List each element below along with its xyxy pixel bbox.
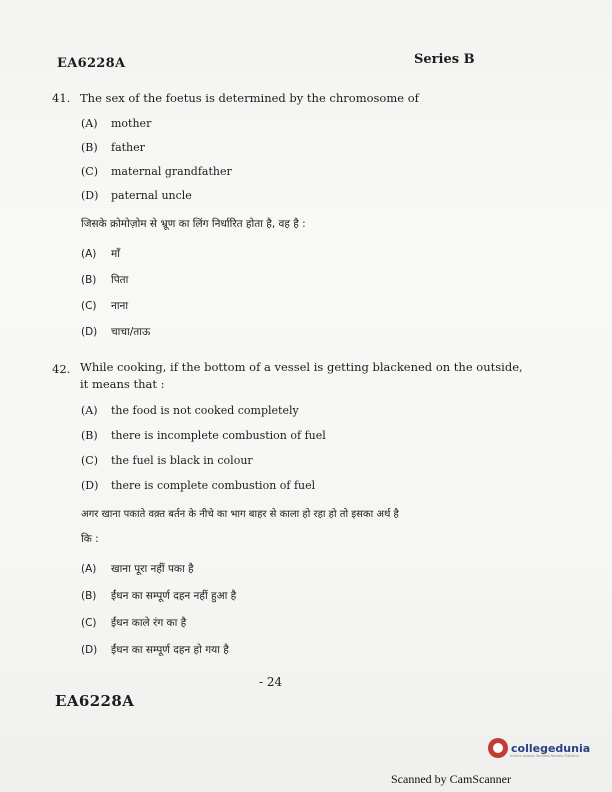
option-label: (C) — [81, 165, 98, 178]
option-label: (C) — [81, 617, 97, 629]
option-label: (D) — [81, 479, 99, 492]
option-label: (B) — [81, 141, 98, 154]
q42-hindi-option-b — [81, 589, 236, 603]
scanner-watermark: Scanned by CamScanner — [391, 772, 511, 786]
option-label: (A) — [81, 248, 97, 260]
option-text: mother — [111, 117, 152, 130]
option-text: खाना पूरा नहीं पका है — [111, 563, 194, 575]
q42-hindi-option-c — [81, 616, 186, 630]
option-label: (B) — [81, 429, 98, 442]
option-label: (A) — [81, 563, 97, 575]
option-label: (C) — [81, 454, 98, 467]
option-text: ईंधन का सम्पूर्ण दहन नहीं हुआ है — [111, 590, 237, 602]
option-text: माँ — [111, 248, 120, 260]
option-label: (D) — [81, 326, 98, 338]
q41-hindi-text: जिसके क्रोमोज़ोम से भ्रूण का लिंग निर्धारित होता है, वह है : — [81, 218, 306, 230]
option-label: (A) — [81, 404, 98, 417]
option-text: ईंधन काले रंग का है — [111, 617, 187, 629]
option-text: paternal uncle — [111, 189, 192, 202]
q42-hindi-line2: कि : — [81, 533, 99, 545]
q42-hindi-line1: अगर खाना पकाते वक़्त बर्तन के नीचे का भाग बाहर से काला हो रहा हो तो इसका अर्थ है — [81, 509, 399, 520]
q41-option-c — [81, 165, 232, 178]
q42-number: 42. — [52, 362, 71, 376]
paper-code-header: EA6228A — [57, 56, 126, 71]
q41-option-a — [81, 117, 151, 130]
q41-hindi-option-d — [81, 325, 150, 339]
page-number: - 24 — [259, 675, 283, 689]
option-label: (A) — [81, 117, 98, 130]
option-text: the food is not cooked completely — [111, 404, 299, 417]
q42-option-a — [81, 404, 299, 417]
paper-code-footer: EA6228A — [55, 692, 135, 710]
q42-option-b — [81, 429, 326, 442]
option-label: (D) — [81, 644, 98, 656]
series-label: Series B — [414, 52, 475, 67]
q42-text-line1: While cooking, if the bottom of a vessel is getting blackened on the outside, — [80, 360, 523, 374]
q42-text-line2: it means that : — [80, 377, 165, 391]
q42-option-c — [81, 454, 253, 467]
q41-text: The sex of the foetus is determined by the chromosome of — [80, 91, 419, 105]
logo-text: collegedunia — [511, 741, 591, 755]
q41-number: 41. — [52, 91, 71, 105]
option-text: ईंधन का सम्पूर्ण दहन हो गया है — [111, 644, 229, 656]
logo-tagline: India's largest Student Review Platform — [510, 754, 579, 758]
option-text: पिता — [111, 274, 129, 286]
option-label: (D) — [81, 189, 99, 202]
q41-option-b — [81, 141, 145, 154]
option-text: the fuel is black in colour — [111, 454, 253, 467]
option-text: नाना — [111, 300, 129, 312]
q41-option-d — [81, 189, 192, 202]
option-text: चाचा/ताऊ — [111, 326, 151, 338]
q42-hindi-option-d — [81, 643, 229, 657]
q41-hindi-option-a — [81, 247, 120, 261]
option-text: father — [111, 141, 145, 154]
logo-icon — [488, 738, 508, 758]
option-label: (C) — [81, 300, 97, 312]
q42-hindi-option-a — [81, 562, 194, 576]
option-text: maternal grandfather — [111, 165, 232, 178]
q41-hindi-option-c — [81, 299, 128, 313]
q42-option-d — [81, 479, 315, 492]
option-text: there is complete combustion of fuel — [111, 479, 316, 492]
option-label: (B) — [81, 274, 97, 286]
q41-hindi-option-b — [81, 273, 128, 287]
option-label: (B) — [81, 590, 97, 602]
option-text: there is incomplete combustion of fuel — [111, 429, 326, 442]
